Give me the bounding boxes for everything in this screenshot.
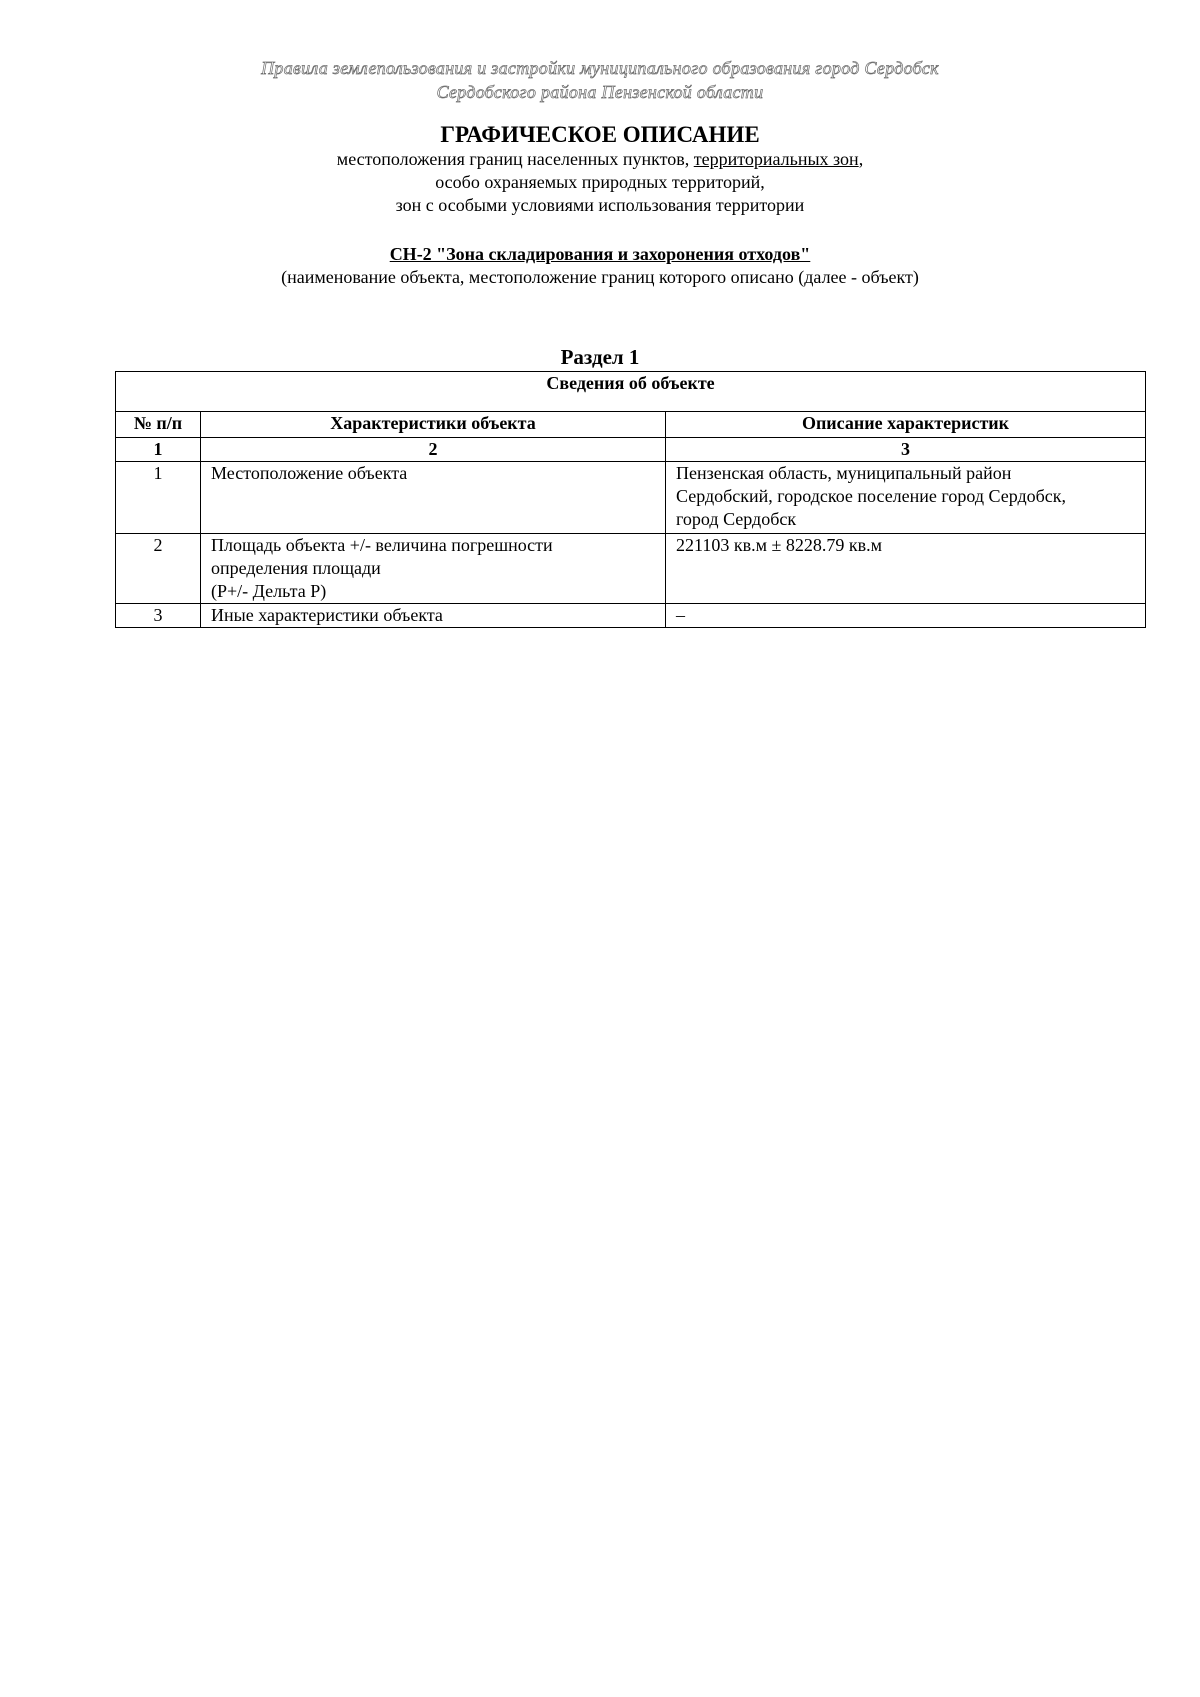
running-header [0,56,1200,104]
table-header-row [116,412,1146,438]
subtitle-line-1 [0,148,1200,171]
row-characteristic [201,604,666,628]
column-number-2: 2 [201,438,666,462]
column-header-characteristics: Характеристики объекта [201,412,666,438]
column-number-3: 3 [666,438,1146,462]
object-name: СН-2 "Зона складирования и захоронения отходов" [389,244,811,264]
object-name-caption: (наименование объекта, местоположение границ которого описано (далее - объект) [281,267,919,287]
row-characteristic-line: (P+/- Дельта P) [211,581,327,601]
row-description-line: 221103 кв.м ± 8228.79 кв.м [676,535,882,555]
row-characteristic-line: Площадь объекта +/- величина погрешности [211,535,553,555]
row-description-line: город Сердобск [676,509,797,529]
row-description-line: – [676,605,685,625]
column-header-description: Описание характеристик [666,412,1146,438]
subtitle-line-3: зон с особыми условиями использования территории [395,195,805,215]
row-description-line: Сердобский, городское поселение город Сердобск, [676,486,1067,506]
subtitle-underlined-term: территориальных зон [693,149,859,169]
row-characteristic-line: определения площади [211,558,381,578]
running-header-line-1: Правила землепользования и застройки муниципального образования город Сердобск [261,58,939,78]
table-caption-row [116,372,1146,412]
row-description [666,604,1146,628]
row-characteristic-line: Местоположение объекта [211,463,408,483]
object-info-table [115,371,1146,628]
row-number: 2 [116,534,201,604]
row-description [666,534,1146,604]
section-title: Раздел 1 [560,345,640,369]
table-row [116,604,1146,628]
column-header-number: № п/п [116,412,201,438]
row-description-line: Пензенская область, муниципальный район [676,463,1012,483]
column-number-1: 1 [116,438,201,462]
document-subtitle [0,148,1200,217]
row-number: 1 [116,462,201,534]
subtitle-line-1-suffix: , [858,149,864,169]
column-number-row [116,438,1146,462]
running-header-line-2: Сердобского района Пензенской области [436,82,764,102]
subtitle-line-1-prefix: местоположения границ населенных пунктов, [336,149,694,169]
row-number: 3 [116,604,201,628]
row-characteristic [201,462,666,534]
subtitle-line-2: особо охраняемых природных территорий, [435,172,765,192]
document-title: ГРАФИЧЕСКОЕ ОПИСАНИЕ [440,122,760,147]
table-row [116,462,1146,534]
row-characteristic [201,534,666,604]
row-characteristic-line: Иные характеристики объекта [211,605,443,625]
row-description [666,462,1146,534]
table-caption: Сведения об объекте [116,372,1146,412]
table-row [116,534,1146,604]
